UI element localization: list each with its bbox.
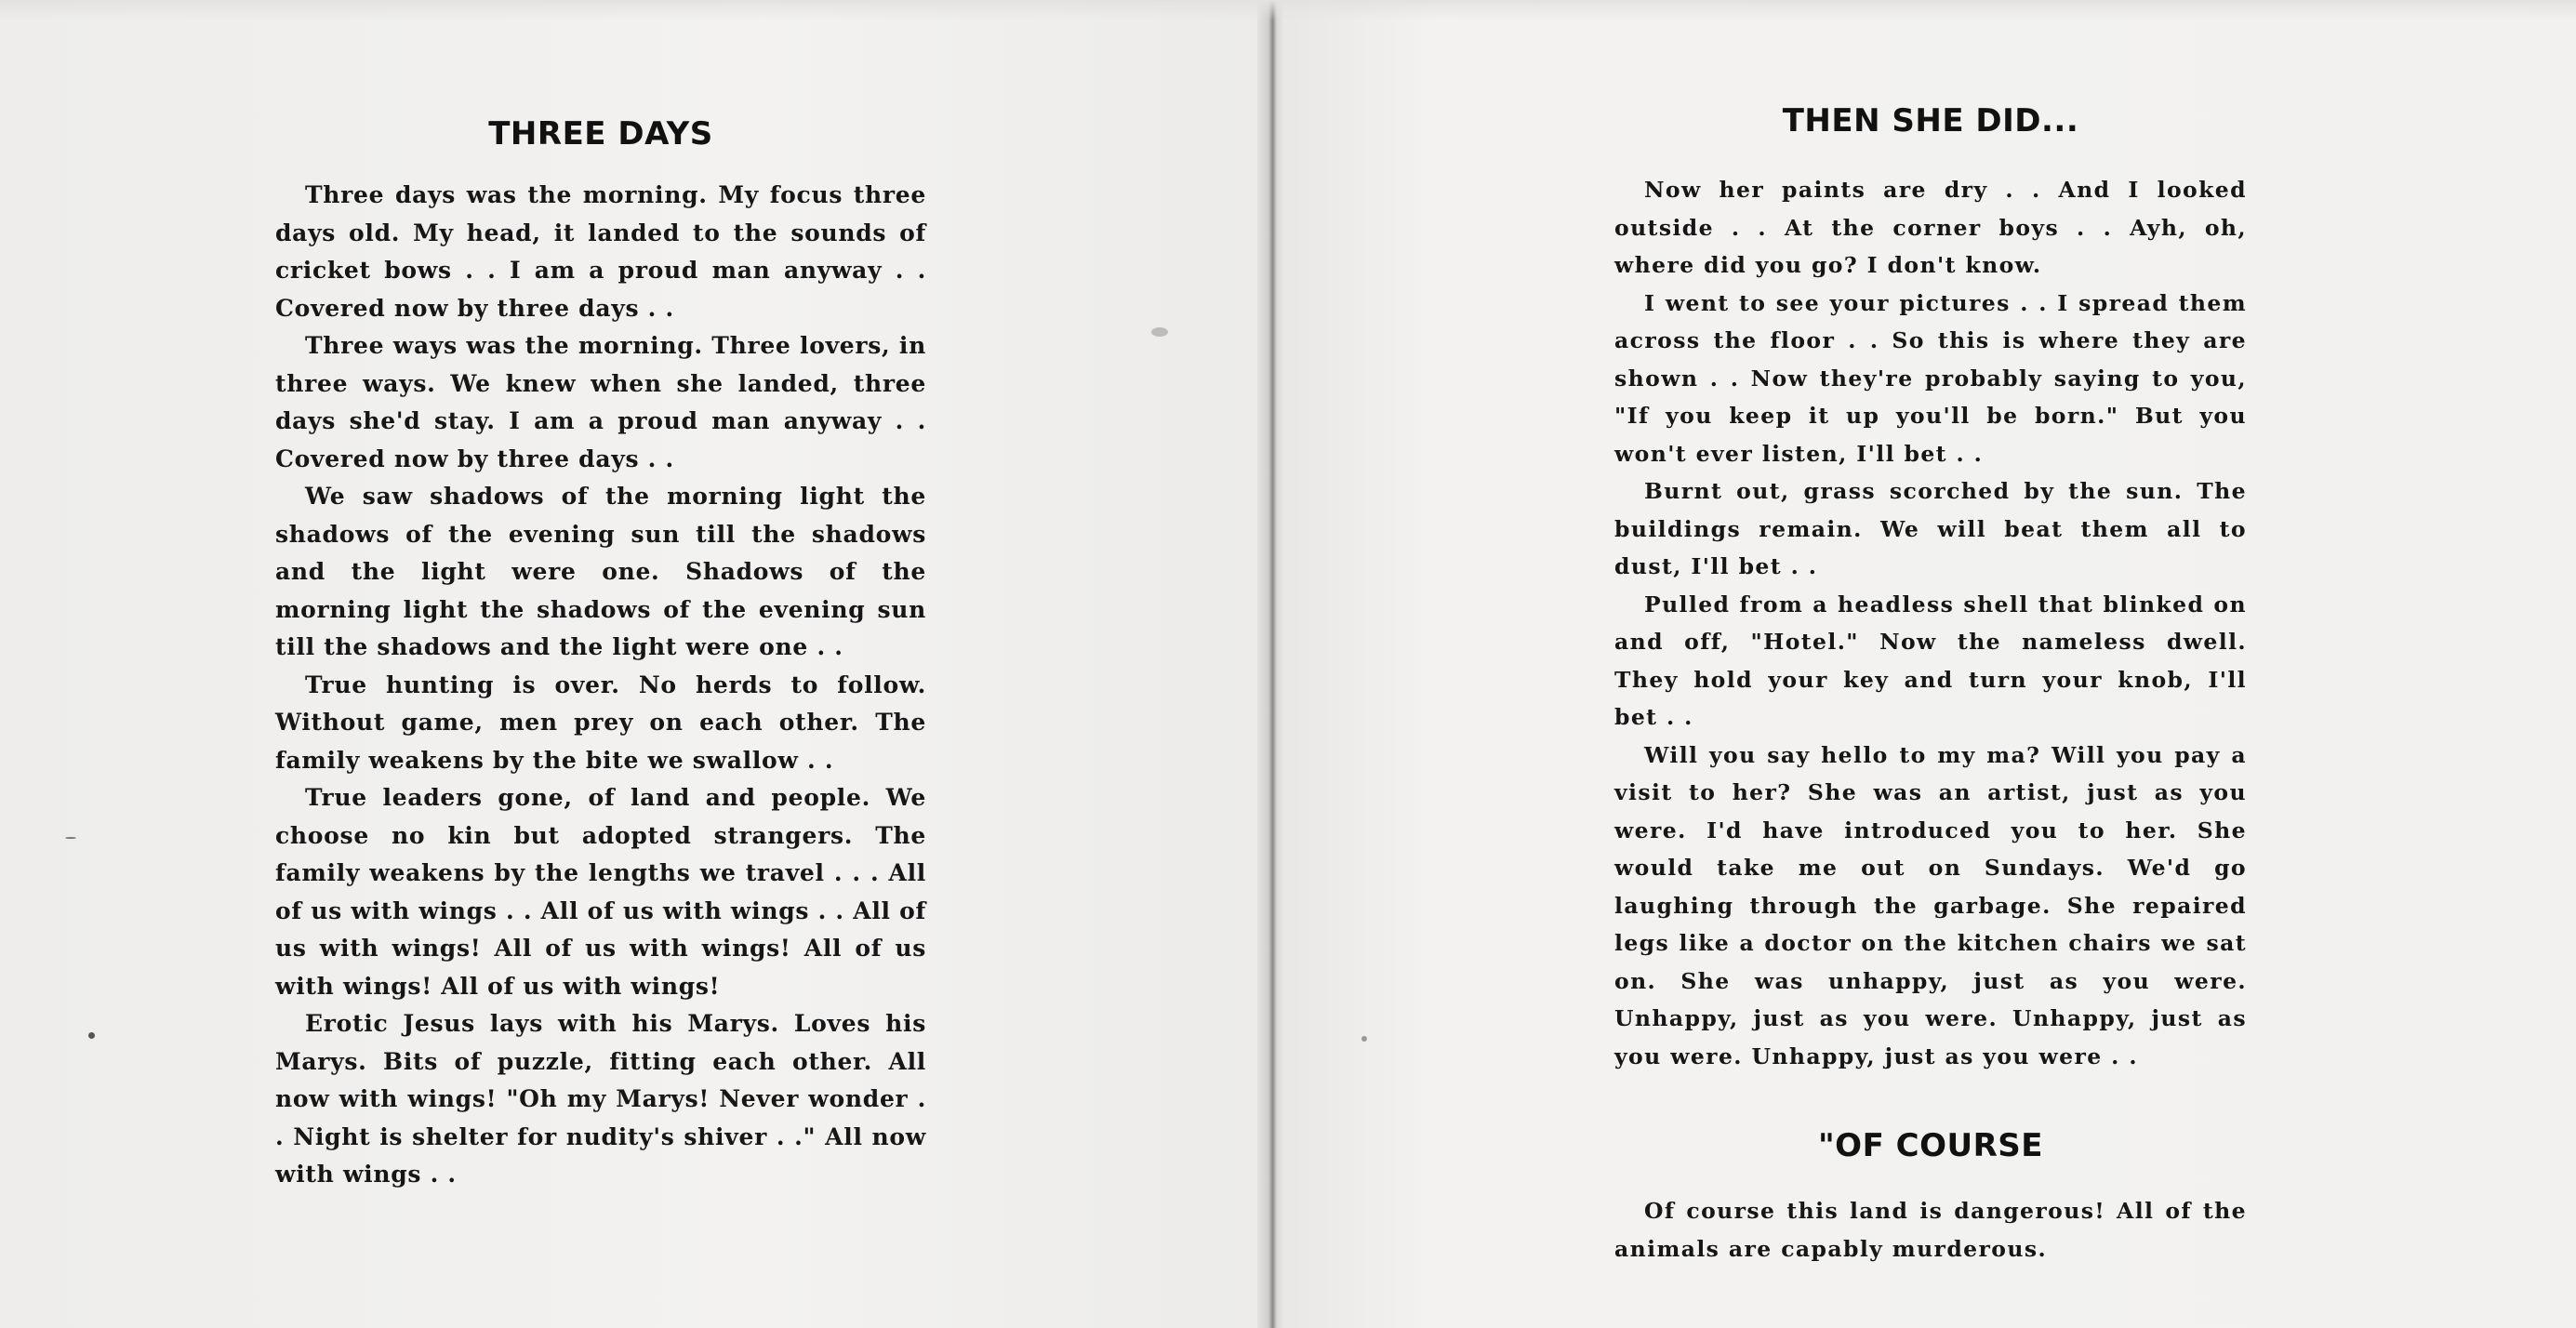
ink-speck — [88, 1032, 95, 1039]
right-column — [1614, 93, 2247, 1268]
poem-paragraph: Three ways was the morning. Three lovers, in three ways. We knew when she landed, three days she'd stay. I am a proud man anyway . . Covered now by three days . . — [275, 332, 926, 472]
poem-title-second: "OF COURSE — [1817, 1127, 2044, 1164]
poem-title: THREE DAYS — [488, 115, 713, 153]
poem-title: THEN SHE DID... — [1782, 102, 2079, 139]
poem-paragraph: Three days was the morning. My focus three days old. My head, it landed to the sounds of cricket bows . . I am a proud man anyway . . Covered now by three days . . — [275, 181, 926, 322]
poem-paragraph: We saw shadows of the morning light the shadows of the evening sun till the shadows and the light were one. Shadows of the morning light the shadows of the evening sun till the shadows and the light were one . . — [275, 483, 926, 660]
poem-paragraph: I went to see your pictures . . I spread them across the floor . . So this is where they are shown . . Now they're probably saying to you, "If you keep it up you'll be born." But you won't ever listen, I'll bet . . — [1614, 289, 2247, 467]
poem-paragraph: True hunting is over. No herds to follow. Without game, men prey on each other. The family weakens by the bite we swallow . . — [275, 671, 926, 774]
left-column — [275, 93, 926, 1194]
poem-paragraph: Now her paints are dry . . And I looked outside . . At the corner boys . . Ayh, oh, where did you go? I don't know. — [1614, 177, 2247, 278]
poem-paragraph: True leaders gone, of land and people. We choose no kin but adopted strangers. The family weakens by the lengths we travel . . . All of us with wings . . All of us with wings . . All of us with wings! All of us with wings! All of us with wings! All of us with wings! — [275, 784, 926, 1000]
ink-speck — [65, 837, 76, 839]
poem-paragraph: Pulled from a headless shell that blinked on and off, "Hotel." Now the nameless dwell. They hold your key and turn your knob, I'll bet . . — [1614, 591, 2247, 730]
ink-speck — [1151, 327, 1168, 337]
ink-speck — [1361, 1036, 1367, 1042]
poem-paragraph: Of course this land is dangerous! All of the animals are capably murderous. — [1614, 1198, 2247, 1262]
poem-paragraph: Will you say hello to my ma? Will you pay a visit to her? She was an artist, just as you were. I'd have introduced you to her. She would take me out on Sundays. We'd go laughing through the garbage. She repaired legs like a doctor on the kitchen chairs we sat on. She was unhappy, just as you were. Unhappy, just as you were. Unhappy, just as you were. Unhappy, just as you were . . — [1614, 741, 2247, 1069]
book-gutter — [1257, 0, 1285, 1328]
poem-paragraph: Burnt out, grass scorched by the sun. The buildings remain. We will beat them all to dust, I'll bet . . — [1614, 478, 2247, 579]
top-edge-shadow — [0, 0, 2576, 20]
poem-paragraph: Erotic Jesus lays with his Marys. Loves his Marys. Bits of puzzle, fitting each other. All now with wings! "Oh my Marys! Never wonder . . Night is shelter for nudity's shiver . ." All now with wings . . — [275, 1010, 926, 1188]
